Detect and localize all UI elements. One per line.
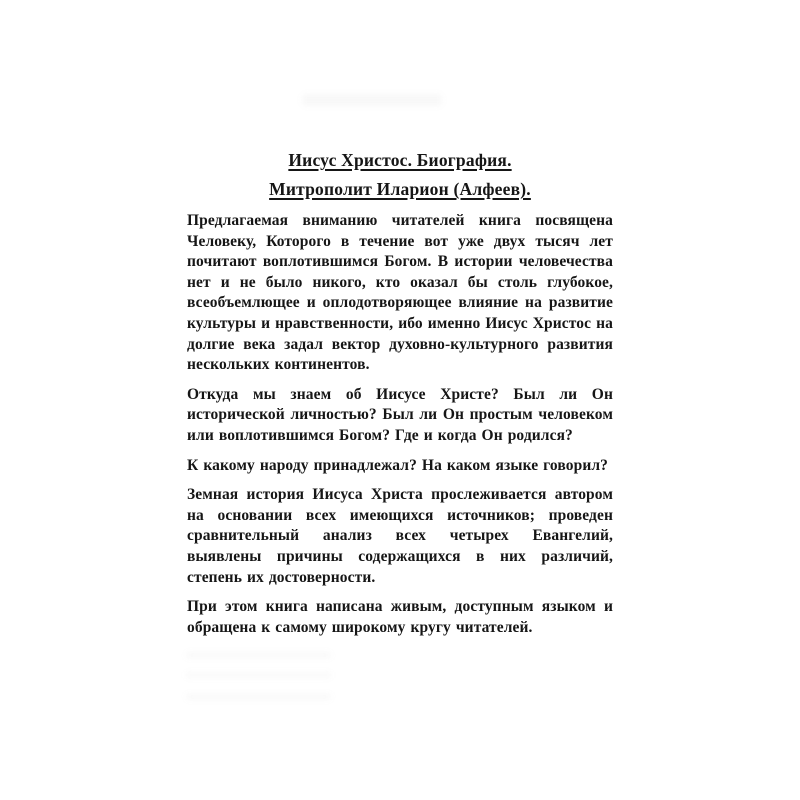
- annotation-paragraph-3: К какому народу принадлежал? На каком языке говорил?: [187, 456, 609, 474]
- book-author: Митрополит Иларион (Алфеев).: [269, 179, 531, 199]
- annotation-paragraph-5: При этом книга написана живым, доступным языком и обращена к самому широкому кругу читателей.: [187, 598, 613, 636]
- annotation-paragraph-4: Земная история Иисуса Христа прослеживается автором на основании всех имеющихся источников; проведен сравнительный анализ всех четырех Евангелий, выявлены причины содержащихся в них различий, степень их достоверности.: [187, 486, 613, 586]
- page-content: [187, 146, 613, 647]
- faint-watermark-bottom: [186, 652, 331, 700]
- faint-watermark-top: [302, 94, 442, 106]
- annotation-paragraph-1: Предлагаемая вниманию читателей книга посвящена Человеку, Которого в течение вот уже двух тысяч лет почитают воплотившимся Богом. В истории человечества нет и не было никого, кто оказал бы столь глубокое, всеобъемлющее и оплодотворяющее влияние на развитие культуры и нравственности, ибо именно Иисус Христос на долгие века задал вектор духовно-культурного развития нескольких континентов.: [187, 212, 613, 374]
- annotation-paragraph-2: Откуда мы знаем об Иисусе Христе? Был ли Он исторической личностью? Был ли Он простым человеком или воплотившимся Богом? Где и когда Он родился?: [187, 385, 613, 444]
- title-block: [187, 146, 613, 204]
- book-title: Иисус Христос. Биография.: [288, 150, 512, 170]
